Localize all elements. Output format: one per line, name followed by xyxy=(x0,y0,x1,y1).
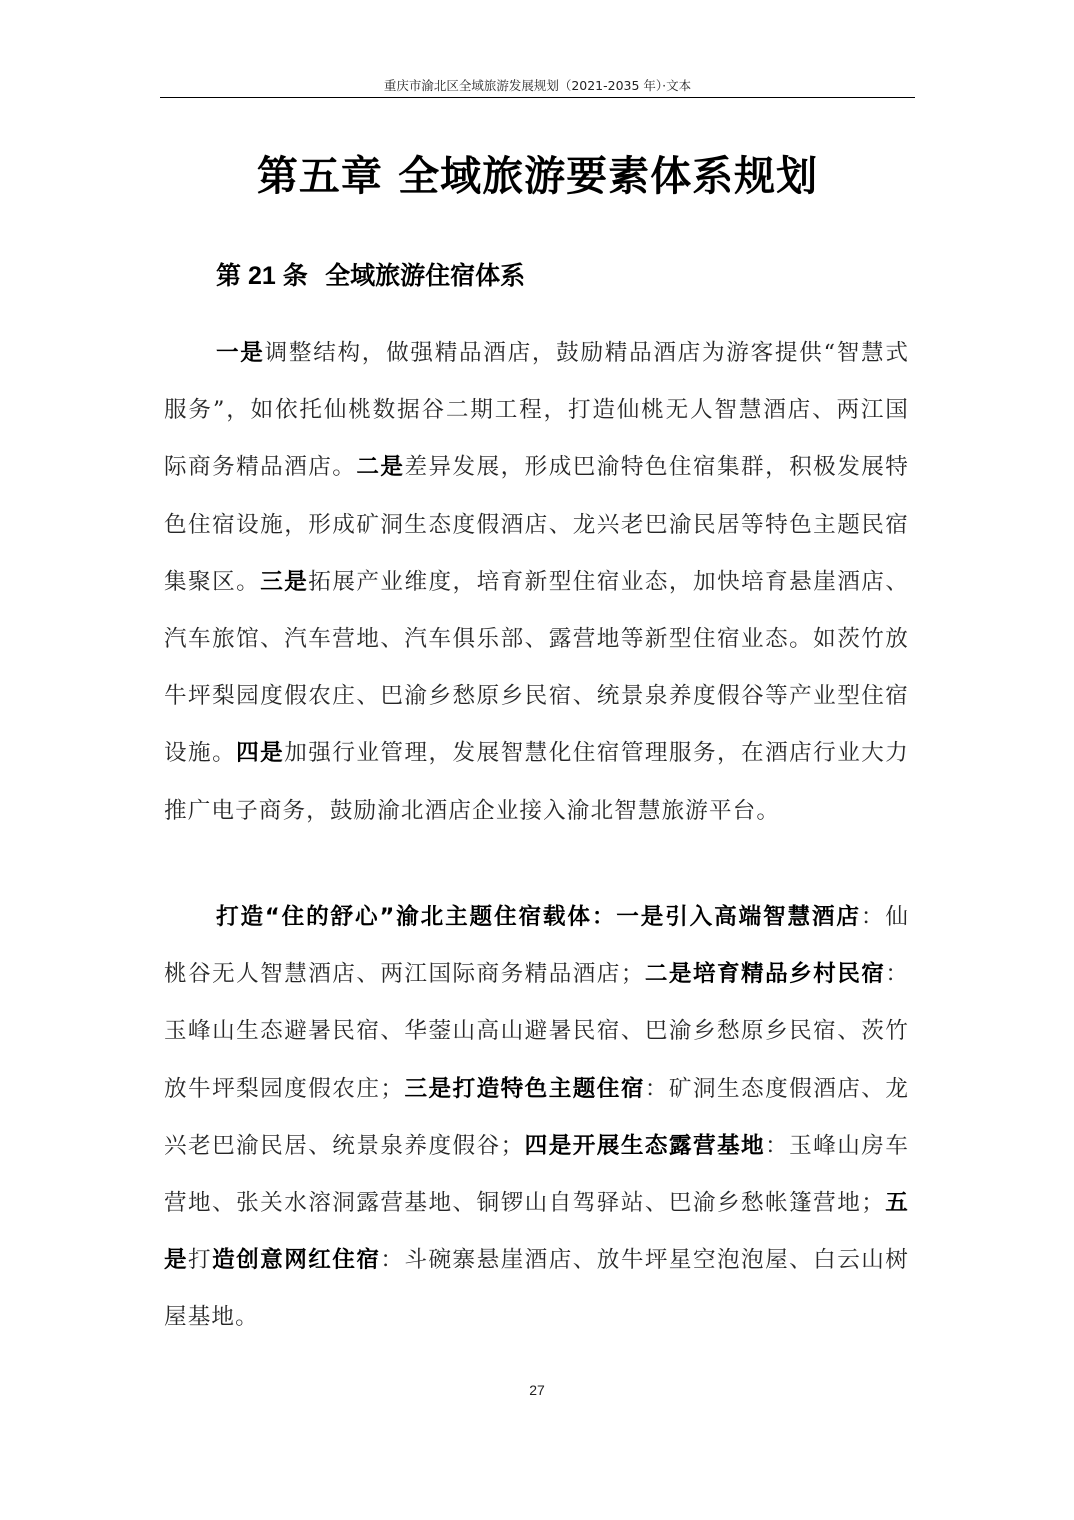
article-heading xyxy=(216,256,525,296)
point-label-1: 一是 xyxy=(216,340,265,366)
page-number: 27 xyxy=(529,1382,545,1398)
item-label-3: 三是打造特色主题住宿 xyxy=(404,1075,645,1102)
item-text-4: ：玉峰山房车营地、张关水溶洞露营基地、铜锣山自驾驿站、巴渝乡愁帐篷营地； xyxy=(164,1132,910,1217)
item-label-2: 二是培育精品乡村民宿 xyxy=(644,961,886,988)
point-text-2: 差异发展，形成巴渝特色住宿集群，积极发展特色住宿设施，形成矿洞生态度假酒店、龙兴老巴渝民居等特色主题民宿集聚区。 xyxy=(164,454,909,595)
item-label-1: 一是引入高端智慧酒店 xyxy=(616,904,861,930)
point-label-4: 四是 xyxy=(236,740,285,767)
item-label-4: 四是开展生态露营基地 xyxy=(524,1132,766,1159)
item-text-5: ：斗碗寨悬崖酒店、放牛坪星空泡泡屋、白云山树屋基地。 xyxy=(164,1247,909,1331)
item-text-2: ：玉峰山生态避暑民宿、华蓥山高山避暑民宿、巴渝乡愁原乡民宿、茨竹放牛坪梨园度假农庄； xyxy=(164,961,910,1102)
point-text-1: 调整结构，做强精品酒店，鼓励精品酒店为游客提供“智慧式服务”，如依托仙桃数据谷二期工程，打造仙桃无人智慧酒店、两江国际商务精品酒店。 xyxy=(164,340,910,481)
item-text-3: ：矿洞生态度假酒店、龙兴老巴渝民居、统景泉养度假谷； xyxy=(164,1075,910,1159)
point-label-3: 三是 xyxy=(260,568,309,595)
paragraph-lead: 打造“住的舒心”渝北主题住宿载体： xyxy=(216,904,617,930)
chapter-title: 第五章 全域旅游要素体系规划 xyxy=(256,152,819,200)
running-header: 重庆市渝北区全域旅游发展规划（2021-2035 年）·文本 xyxy=(383,78,692,93)
body-paragraph-accommodation-strategy xyxy=(164,325,909,840)
item-label-5: 五是 xyxy=(164,1190,909,1274)
point-text-4: 加强行业管理，发展智慧化住宿管理服务，在酒店行业大力推广电子商务，鼓励渝北酒店企业接入渝北智慧旅游平台。 xyxy=(164,740,909,824)
item-label-5-rest: 造创意网红住宿 xyxy=(212,1247,381,1274)
body-paragraph-themed-accommodation xyxy=(164,889,909,1347)
item-label-5-mid: 打 xyxy=(188,1247,213,1274)
article-number: 第 21 条 xyxy=(216,262,308,290)
point-text-3: 拓展产业维度，培育新型住宿业态，加快培育悬崖酒店、汽车旅馆、汽车营地、汽车俱乐部、露营地等新型住宿业态。如茨竹放牛坪梨园度假农庄、巴渝乡愁原乡民宿、统景泉养度假谷等产业型住宿设施。 xyxy=(164,568,910,767)
item-text-1: ：仙桃谷无人智慧酒店、两江国际商务精品酒店； xyxy=(164,904,910,988)
point-label-2: 二是 xyxy=(356,454,405,481)
article-title: 全域旅游住宿体系 xyxy=(325,261,526,290)
header-divider xyxy=(160,97,915,98)
